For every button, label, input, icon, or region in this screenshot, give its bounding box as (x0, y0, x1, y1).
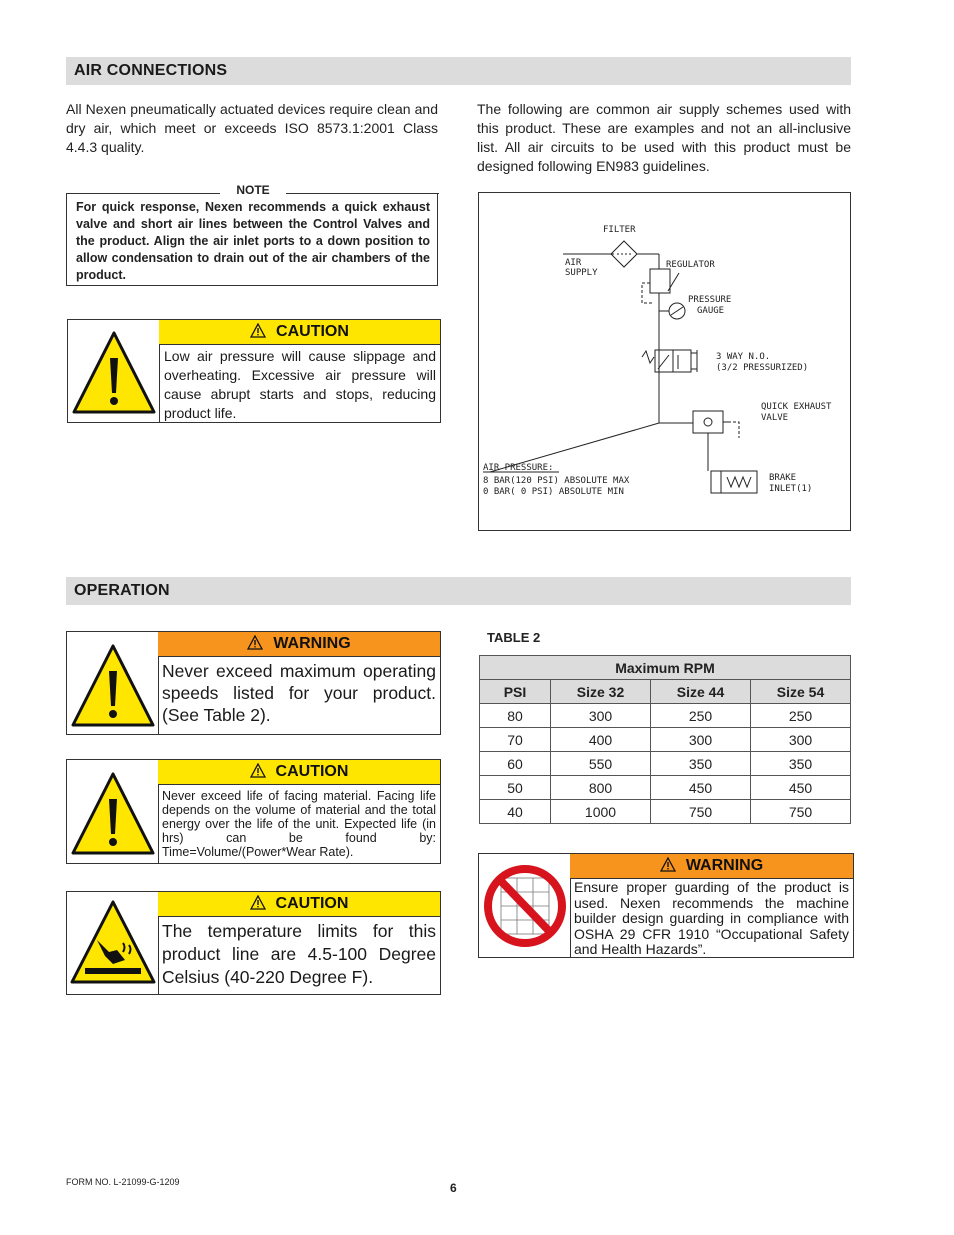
caution-text: The temperature limits for this product line are 4.5-100 Degree Celsius (40-220 Degree F). (162, 921, 436, 987)
section-title: OPERATION (74, 582, 170, 599)
no-access-icon (479, 854, 570, 957)
warning-box-guarding (478, 853, 854, 958)
table-header-size44: Size 44 (651, 680, 751, 704)
table-cell: 250 (751, 704, 851, 728)
table-cell: 40 (480, 800, 551, 824)
table-cell: 50 (480, 776, 551, 800)
table-cell: 250 (651, 704, 751, 728)
section-title: AIR CONNECTIONS (74, 62, 228, 79)
diagram-label-filter: FILTER (603, 225, 636, 235)
caution-box-temperature (66, 891, 441, 995)
table-row (480, 704, 851, 728)
table-group-header: Maximum RPM (480, 656, 851, 680)
note-title: NOTE (236, 183, 270, 197)
alert-triangle-icon (250, 763, 266, 778)
warning-text: Never exceed maximum operating speeds listed for your product. (See Table 2). (162, 661, 436, 725)
section-header-air-connections (66, 57, 851, 85)
warning-box-max-speed (66, 631, 441, 735)
page-number: 6 (450, 1181, 457, 1195)
caution-box-facing-life (66, 759, 441, 864)
table-cell: 350 (651, 752, 751, 776)
diagram-label-brake-1: BRAKE (769, 473, 797, 483)
table-row (480, 728, 851, 752)
diagram-label-supply: SUPPLY (565, 268, 598, 278)
alert-triangle-icon (247, 635, 263, 650)
caution-icon-panel (68, 320, 160, 422)
diagram-label-air-pressure: AIR PRESSURE: (483, 463, 554, 473)
table-cell: 300 (651, 728, 751, 752)
diagram-label-brake-2: INLET(1) (769, 484, 813, 494)
table-cell: 550 (551, 752, 651, 776)
warning-text: Ensure proper guarding of the product is used. Nexen recommends the machine builder design guarding in compliance with OSHA 29 CFR 1910 “Occupational Safety and Health Hazards”. (574, 879, 849, 957)
diagram-label-pressure-min: 0 BAR( 0 PSI) ABSOLUTE MIN (483, 487, 624, 497)
alert-triangle-icon (250, 323, 266, 338)
table-cell: 450 (651, 776, 751, 800)
alert-triangle-icon (250, 895, 266, 910)
caution-header (159, 320, 440, 345)
caution-label: CAUTION (275, 895, 349, 912)
table-cell: 800 (551, 776, 651, 800)
caution-icon-panel (67, 892, 159, 994)
table-row (480, 800, 851, 824)
air-supply-schematic (478, 192, 851, 531)
table-cell: 70 (480, 728, 551, 752)
section-header-operation (66, 577, 851, 605)
caution-label: CAUTION (275, 763, 349, 780)
table-label: TABLE 2 (487, 630, 541, 645)
table-cell: 80 (480, 704, 551, 728)
diagram-label-valve-2: (3/2 PRESSURIZED) (716, 363, 809, 373)
warning-header (158, 632, 440, 657)
exclamation-icon (68, 320, 159, 422)
warning-label: WARNING (273, 635, 351, 652)
diagram-label-qe-2: VALVE (761, 413, 789, 423)
exclamation-icon (67, 632, 158, 734)
caution-header (158, 760, 440, 785)
diagram-label-qe-1: QUICK EXHAUST (761, 402, 832, 412)
table-header-size32: Size 32 (551, 680, 651, 704)
diagram-label-gauge: GAUGE (697, 306, 725, 316)
table-cell: 750 (751, 800, 851, 824)
schematic-drawing (479, 193, 850, 530)
warning-icon-panel (479, 854, 571, 957)
table-cell: 400 (551, 728, 651, 752)
table-row (480, 776, 851, 800)
table-cell: 350 (751, 752, 851, 776)
max-rpm-table (479, 655, 851, 824)
table-cell: 450 (751, 776, 851, 800)
table-header-psi: PSI (480, 680, 551, 704)
diagram-label-valve-1: 3 WAY N.O. (716, 352, 771, 362)
air-schemes-paragraph: The following are common air supply schemes used with this product. These are examples and not an all-inclusive list. All air circuits to be used with this product must be designed following EN983 guidelines. (477, 101, 851, 174)
caution-icon-panel (67, 760, 159, 863)
diagram-label-air: AIR (565, 258, 582, 268)
exclamation-icon (67, 760, 158, 863)
caution-text: Never exceed life of facing material. Facing life depends on the volume of material and the total energy over the life of the unit. Expected life (in hrs) can be found by: Time=Volume/(Power*Wear Rate). (162, 789, 436, 859)
table-cell: 300 (751, 728, 851, 752)
diagram-label-pressure-max: 8 BAR(120 PSI) ABSOLUTE MAX (483, 476, 630, 486)
table-row (480, 752, 851, 776)
caution-header (158, 892, 440, 917)
caution-label: CAUTION (276, 323, 349, 340)
air-intro-paragraph: All Nexen pneumatically actuated devices require clean and dry air, which meet or exceeds ISO 8573.1:2001 Class 4.4.3 quality. (66, 101, 438, 155)
caution-box-air-pressure (67, 319, 441, 423)
note-text: For quick response, Nexen recommends a quick exhaust valve and short air lines between the Control Valves and the product. Align the air inlet ports to a down position to allow condensation to drain out of the air chambers of the product. (76, 200, 430, 282)
warning-icon-panel (67, 632, 159, 734)
table-header-size54: Size 54 (751, 680, 851, 704)
warning-label: WARNING (685, 857, 764, 874)
alert-triangle-icon (660, 857, 676, 872)
table-cell: 1000 (551, 800, 651, 824)
table-cell: 300 (551, 704, 651, 728)
diagram-label-regulator: REGULATOR (666, 260, 715, 270)
diagram-label-pressure: PRESSURE (688, 295, 732, 305)
hot-surface-icon (67, 892, 158, 994)
table-cell: 60 (480, 752, 551, 776)
table-cell: 750 (651, 800, 751, 824)
form-number: FORM NO. L-21099-G-1209 (66, 1177, 180, 1187)
caution-text: Low air pressure will cause slippage and overheating. Excessive air pressure will cause abrupt starts and stops, reducing product life. (164, 348, 436, 421)
warning-header (570, 854, 853, 879)
